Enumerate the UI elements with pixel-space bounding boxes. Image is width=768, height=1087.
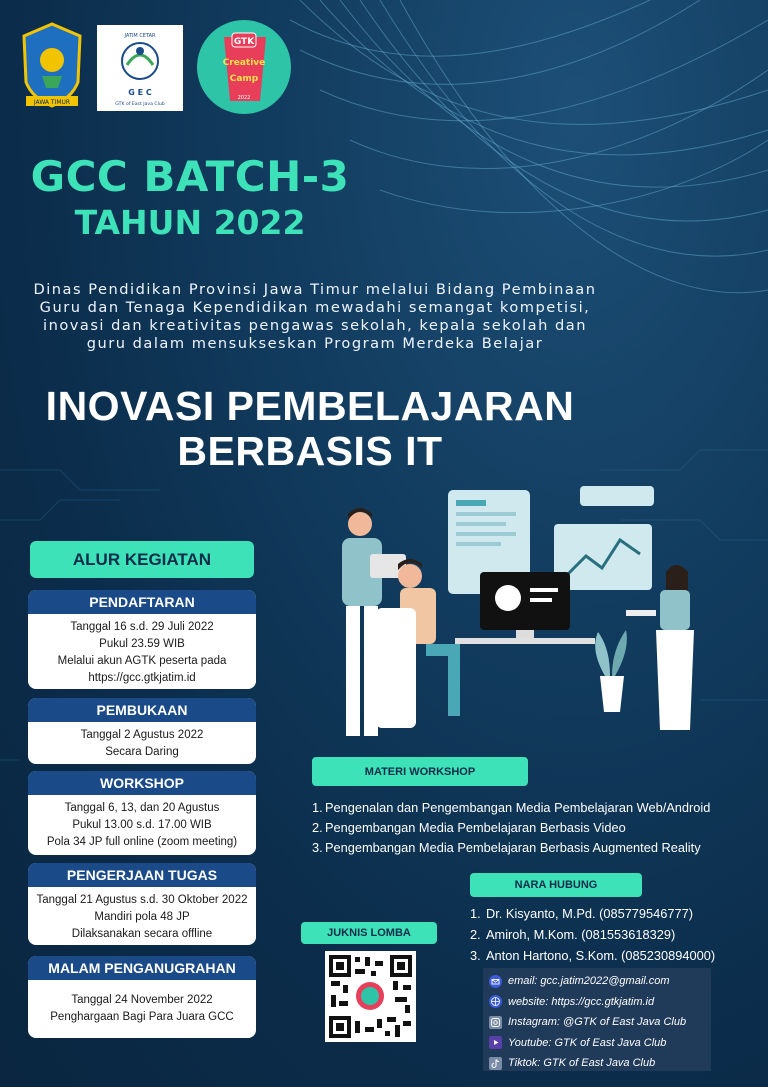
contact-youtube[interactable]: Youtube: GTK of East Java Club [489,1033,705,1054]
stage-line: Tanggal 21 Agustus s.d. 30 Oktober 2022 [36,894,248,906]
svg-text:2022: 2022 [237,95,251,101]
stage-line: Tanggal 16 s.d. 29 Juli 2022 [70,621,214,633]
stage-title: PENGERJAAN TUGAS [28,863,256,887]
svg-text:GTK: GTK [233,37,255,47]
svg-text:Camp: Camp [229,74,259,84]
stage-card-pembukaan [28,698,256,764]
stage-title: PENDAFTARAN [28,590,256,614]
stage-line: Pola 34 JP full online (zoom meeting) [46,836,238,848]
stage-line: Tanggal 6, 13, dan 20 Agustus [64,802,220,814]
youtube-icon [489,1036,502,1049]
list-item: 3. Pengembangan Media Pembelajaran Berbasis Augmented Reality [312,840,701,855]
svg-text:Creative: Creative [222,58,266,68]
stage-card-workshop [28,771,256,855]
main-title-line1: INOVASI PEMBELAJARAN [45,383,575,429]
nara-hubung-label: NARA HUBUNG [470,873,642,897]
intro-paragraph: Dinas Pendidikan Provinsi Jawa Timur melalui Bidang Pembinaan Guru dan Tenaga Kependidikan mewadahi semangat kompetisi, inovasi dan kreativitas pengawas sekolah, kepala sekolah dan guru dalam mensukseskan Program Merdeka Belajar [33,281,597,352]
stage-line: Tanggal 24 November 2022 [71,994,213,1006]
stage-line: Secara Daring [105,746,179,758]
stage-line: Pukul 13.00 s.d. 17.00 WIB [72,819,212,831]
stage-title: WORKSHOP [28,771,256,795]
contact-tiktok[interactable]: Tiktok: GTK of East Java Club [489,1053,705,1074]
headline-year: TAHUN 2022 [74,203,306,242]
materi-workshop-label: MATERI WORKSHOP [312,757,528,786]
stage-card-malam-penganugrahan [28,956,256,1038]
jatim-caption: JAWA TIMUR [33,99,71,106]
stage-line: https://gcc.gtkjatim.id [88,672,196,684]
jatim-logo [20,22,84,110]
juknis-lomba-label: JUKNIS LOMBA [301,922,437,944]
stage-line: Tanggal 2 Agustus 2022 [80,729,204,741]
workspace-illustration [330,480,730,760]
instagram-icon [489,1016,502,1029]
contact-website[interactable]: website: https://gcc.gtkjatim.id [489,992,705,1013]
stage-card-pendaftaran [28,590,256,689]
gec-subtitle: GTK of East Java Club [115,102,165,107]
contact-email[interactable]: email: gcc.jatim2022@gmail.com [489,971,705,992]
list-item: 1. Dr. Kisyanto, M.Pd. (085779546777) [470,906,694,921]
stage-line: Melalui akun AGTK peserta pada [57,655,227,667]
headline-batch: GCC BATCH-3 [30,152,350,201]
gec-logo [97,25,183,111]
gec-letters: G E C [128,88,152,97]
svg-text:JATIM CETAR: JATIM CETAR [124,33,156,39]
contact-panel [483,968,711,1071]
gtk-creative-camp-logo [196,19,292,115]
juknis-qr-code[interactable] [325,951,416,1042]
stage-card-pengerjaan-tugas [28,863,256,945]
materi-list [312,798,764,858]
stage-title: MALAM PENGANUGRAHAN [28,956,256,980]
globe-icon [489,995,502,1008]
main-title-line2: BERBASIS IT [177,428,443,474]
contact-instagram[interactable]: Instagram: @GTK of East Java Club [489,1012,705,1033]
email-icon [489,975,502,988]
list-item: 1. Pengenalan dan Pengembangan Media Pembelajaran Web/Android [312,800,711,815]
list-item: 2. Amiroh, M.Kom. (081553618329) [470,927,676,942]
tiktok-icon [489,1057,502,1070]
stage-line: Penghargaan Bagi Para Juara GCC [50,1011,234,1023]
stage-line: Dilaksanakan secara offline [71,928,213,940]
nara-hubung-list [470,903,760,966]
stage-line: Mandiri pola 48 JP [94,911,190,923]
stage-line: Pukul 23.59 WIB [99,638,185,650]
list-item: 3. Anton Hartono, S.Kom. (085230894000) [470,948,716,963]
alur-kegiatan-label: ALUR KEGIATAN [30,541,254,578]
list-item: 2. Pengembangan Media Pembelajaran Berbasis Video [312,820,626,835]
stage-title: PEMBUKAAN [28,698,256,722]
